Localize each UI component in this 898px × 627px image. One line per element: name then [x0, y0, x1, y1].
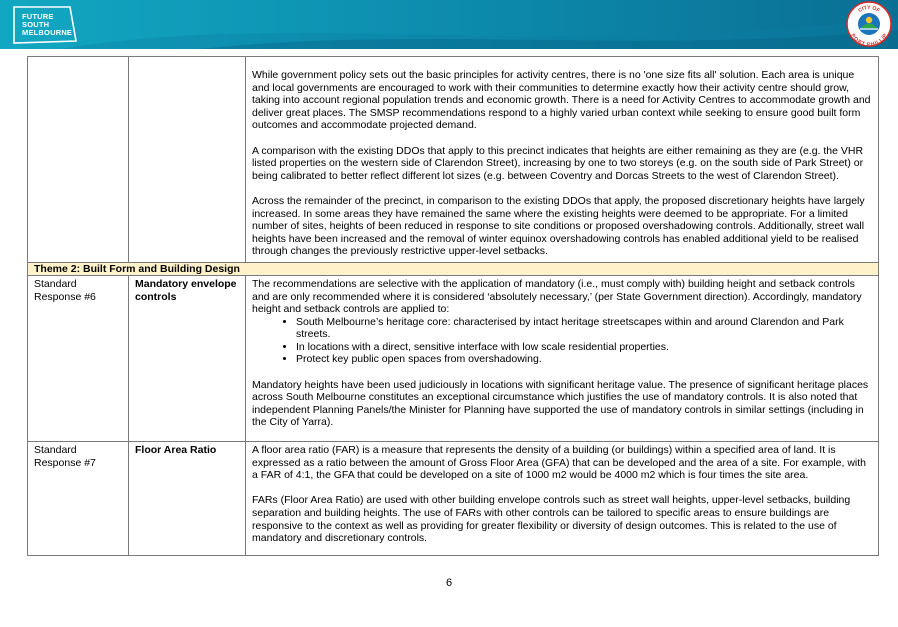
- standard-responses-table: [27, 56, 879, 556]
- intro-paragraph-1: While government policy sets out the basic principles for activity centres, there is no 'one size fits all' solution. Each area is unique and local governments are encouraged to work with their communities to determine exactly how their activity centre should grow, taking into account regional population trends and economic growth. There is a need for Activity Centres to accommodate growth and deliver great places. The SMSP recommendations respond to a highly varied urban context while seeking to ensure good built form outcomes and accommodate projected demand.: [252, 69, 871, 132]
- logo-line-2: SOUTH: [22, 20, 50, 29]
- header-banner: [0, 0, 898, 49]
- response-6-bullet-list: [252, 316, 872, 366]
- response-7-topic: Floor Area Ratio: [129, 442, 246, 556]
- response-6-intro: The recommendations are selective with the application of mandatory (i.e., must comply with) building height and setback controls and are only recommended where it is considered ‘absolutely necessary,’ (per State Government direction). Accordingly, mandatory height and setback controls are applied to:: [252, 277, 862, 316]
- seal-top-text: CITY OF: [857, 4, 881, 14]
- intro-ref-cell: [28, 57, 129, 263]
- future-south-melbourne-logo: [10, 3, 90, 45]
- response-6-bullet-2: • In locations with a direct, sensitive interface with low scale residential properties.: [296, 341, 872, 354]
- theme-heading: Theme 2: Built Form and Building Design: [28, 262, 879, 275]
- response-6-bullet-3: • Protect key public open spaces from overshadowing.: [296, 353, 872, 366]
- intro-topic-cell: [129, 57, 246, 263]
- logo-line-1: FUTURE: [22, 12, 54, 21]
- table-row-response-7: [28, 442, 879, 556]
- banner-wave-graphic: [0, 0, 898, 49]
- table-row-intro: [28, 57, 879, 263]
- response-7-paragraph-2: FARs (Floor Area Ratio) are used with other building envelope controls such as street wall heights, upper-level setbacks, building separation and building heights. The use of FARs with other controls can be tailored to specific areas to ensure buildings are responsive to the context as well as providing for greater flexibility or diversity of design outcomes. This is related to the use of mandatory and discretionary controls.: [252, 494, 851, 545]
- logo-line-3: MELBOURNE: [22, 28, 73, 37]
- intro-response-cell: [246, 57, 879, 263]
- intro-paragraph-2: A comparison with the existing DDOs that apply to this precinct indicates that heights are either remaining as they are (e.g. the VHR listed properties on the western side of Clarendon Street), increasing by one to two storeys (e.g. on the south side of Park Street) or being calibrated to better reflect different lot sizes (e.g. between Coventry and Dorcas Streets to the west of Clarendon Street).: [252, 144, 864, 182]
- response-7-paragraph-1: A floor area ratio (FAR) is a measure that represents the density of a building (or buildings) within a specified area of land. It is expressed as a ratio between the amount of Gross Floor Area (GFA) that can be developed and the area of a site. For example, with a FAR of 4:1, the GFA that could be developed on a site of 1000 m2 would be 4000 m2 which is four times the site area.: [252, 444, 867, 482]
- response-6-body: [246, 275, 879, 441]
- response-6-ref: Standard Response #6: [28, 275, 129, 441]
- seal-bottom-text: PORT PHILLIP: [849, 32, 889, 47]
- response-6-bullet-1: • South Melbourne’s heritage core: characterised by intact heritage streetscapes within and around Clarendon and Park streets.: [296, 316, 872, 341]
- intro-paragraph-3: Across the remainder of the precinct, in comparison to the existing DDOs that apply, the proposed discretionary heights have largely increased. In some areas they have remained the same where the existing heights were deemed to be appropriate. For a limited number of sites, heights of been reduced in response to site conditions or proposed overshadowing controls. Additionally, street wall heights have been increased and the removal of winter equinox overshadowing controls has enabled additional yield to be realised through changes the previously restrictive upper-level setbacks.: [252, 194, 865, 258]
- response-7-ref: Standard Response #7: [28, 442, 129, 556]
- response-7-body: [246, 442, 879, 556]
- city-of-port-phillip-seal: [846, 1, 892, 47]
- theme-heading-row: [28, 262, 879, 275]
- page-number: 6: [445, 577, 453, 589]
- response-6-topic: Mandatory envelope controls: [129, 275, 246, 441]
- response-6-closing: Mandatory heights have been used judiciously in locations with significant heritage value. The presence of significant heritage places across South Melbourne constitutes an exceptional circumstance which justifies the use of mandatory controls. It is also noted that independent Planning Panels/the Minister for Planning have supported the use of mandatory controls in similar settings (including in the City of Yarra).: [252, 378, 869, 429]
- table-row-response-6: [28, 275, 879, 441]
